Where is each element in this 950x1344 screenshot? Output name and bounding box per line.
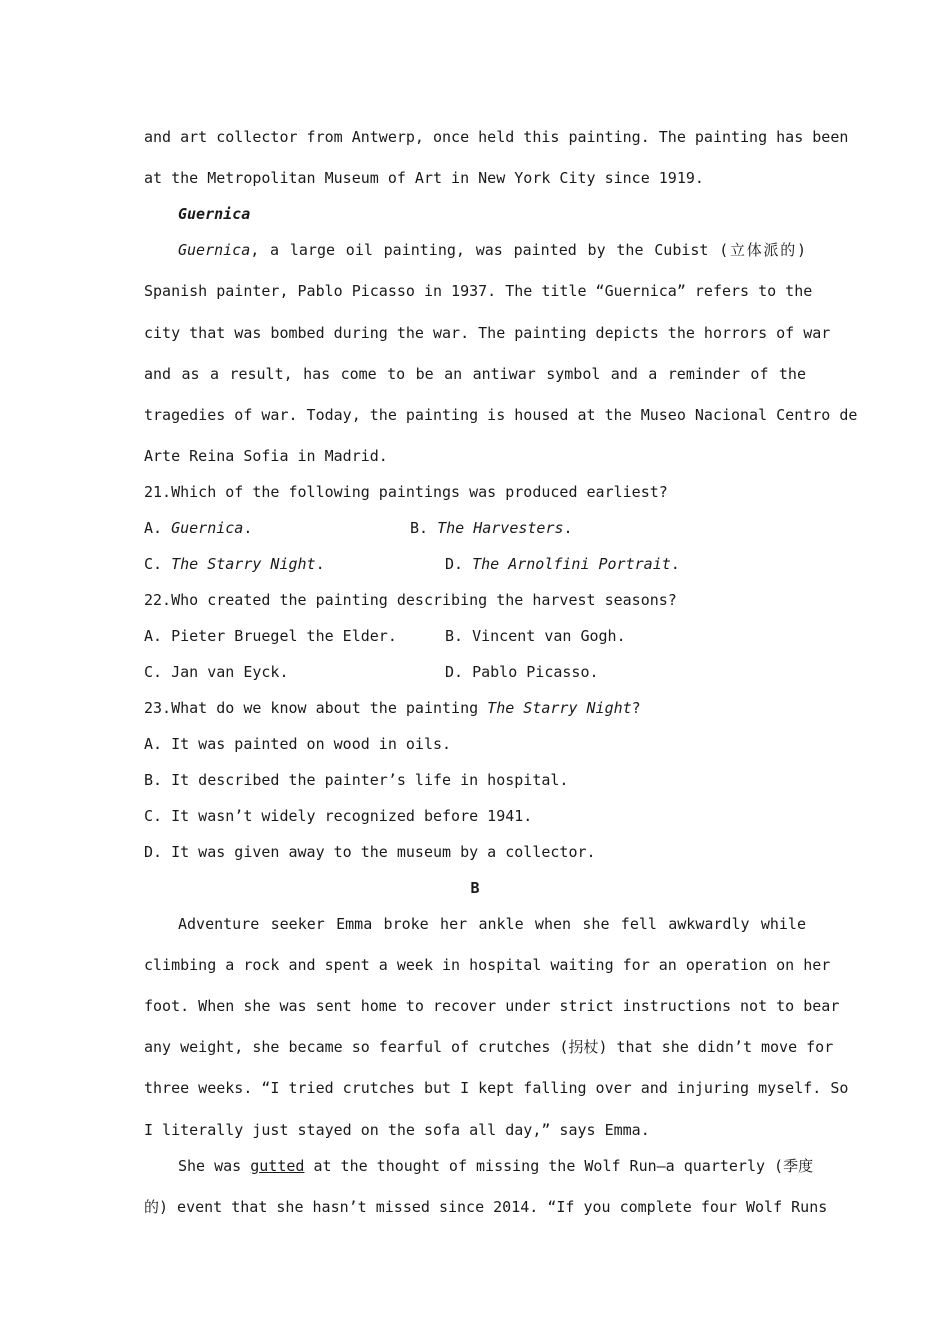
document-page (144, 0, 858, 1344)
underlined-word: gutted (250, 1157, 305, 1175)
paragraph-line: climbing a rock and spent a week in hospital waiting for an operation on her (144, 956, 831, 974)
question-22-option-c: C. Jan van Eyck. (144, 663, 289, 681)
section-heading: Guernica (178, 205, 251, 223)
question-21-option-b: B. The Harvesters. (410, 519, 573, 537)
paragraph-line: city that was bombed during the war. The painting depicts the horrors of war (144, 324, 831, 342)
question-23-stem: 23.What do we know about the painting The Starry Night? (144, 699, 641, 717)
paragraph-line: 的) event that she hasn’t missed since 2014. “If you complete four Wolf Runs (144, 1198, 828, 1216)
question-21-option-d: D. The Arnolfini Portrait. (445, 555, 680, 573)
question-22-option-b: B. Vincent van Gogh. (445, 627, 626, 645)
paragraph-line: I literally just stayed on the sofa all day,” says Emma. (144, 1121, 650, 1139)
paragraph-line: any weight, she became so fearful of crutches (拐杖) that she didn’t move for (144, 1038, 834, 1056)
paragraph-line: foot. When she was sent home to recover under strict instructions not to bear (144, 997, 840, 1015)
paragraph-line: and art collector from Antwerp, once held this painting. The painting has been (144, 128, 849, 146)
paragraph-line: and as a result, has come to be an antiwar symbol and a reminder of the (144, 365, 806, 383)
section-label: B (470, 879, 480, 897)
question-22-stem: 22.Who created the painting describing the harvest seasons? (144, 591, 677, 609)
question-22-option-a: A. Pieter Bruegel the Elder. (144, 627, 397, 645)
question-23-option-b: B. It described the painter’s life in hospital. (144, 771, 569, 789)
question-21-stem: 21.Which of the following paintings was produced earliest? (144, 483, 668, 501)
question-21-option-c: C. The Starry Night. (144, 555, 325, 573)
paragraph-line: three weeks. “I tried crutches but I kept falling over and injuring myself. So (144, 1079, 849, 1097)
question-23-option-c: C. It wasn’t widely recognized before 1941. (144, 807, 533, 825)
paragraph-line: Adventure seeker Emma broke her ankle when she fell awkwardly while (178, 915, 806, 933)
paragraph-line: tragedies of war. Today, the painting is housed at the Museo Nacional Centro de (144, 406, 858, 424)
italic-title: Guernica (178, 241, 251, 259)
question-23-option-a: A. It was painted on wood in oils. (144, 735, 452, 753)
paragraph-line: Spanish painter, Pablo Picasso in 1937. The title “Guernica” refers to the (144, 282, 813, 300)
question-23-option-d: D. It was given away to the museum by a collector. (144, 843, 596, 861)
paragraph-line: Guernica, a large oil painting, was painted by the Cubist (立体派的) (178, 241, 806, 259)
paragraph-line: Arte Reina Sofia in Madrid. (144, 447, 388, 465)
paragraph-line: She was gutted at the thought of missing the Wolf Run—a quarterly (季度 (178, 1157, 814, 1175)
paragraph-line: at the Metropolitan Museum of Art in New York City since 1919. (144, 169, 704, 187)
question-21-option-a: A. Guernica. (144, 519, 253, 537)
question-22-option-d: D. Pablo Picasso. (445, 663, 599, 681)
